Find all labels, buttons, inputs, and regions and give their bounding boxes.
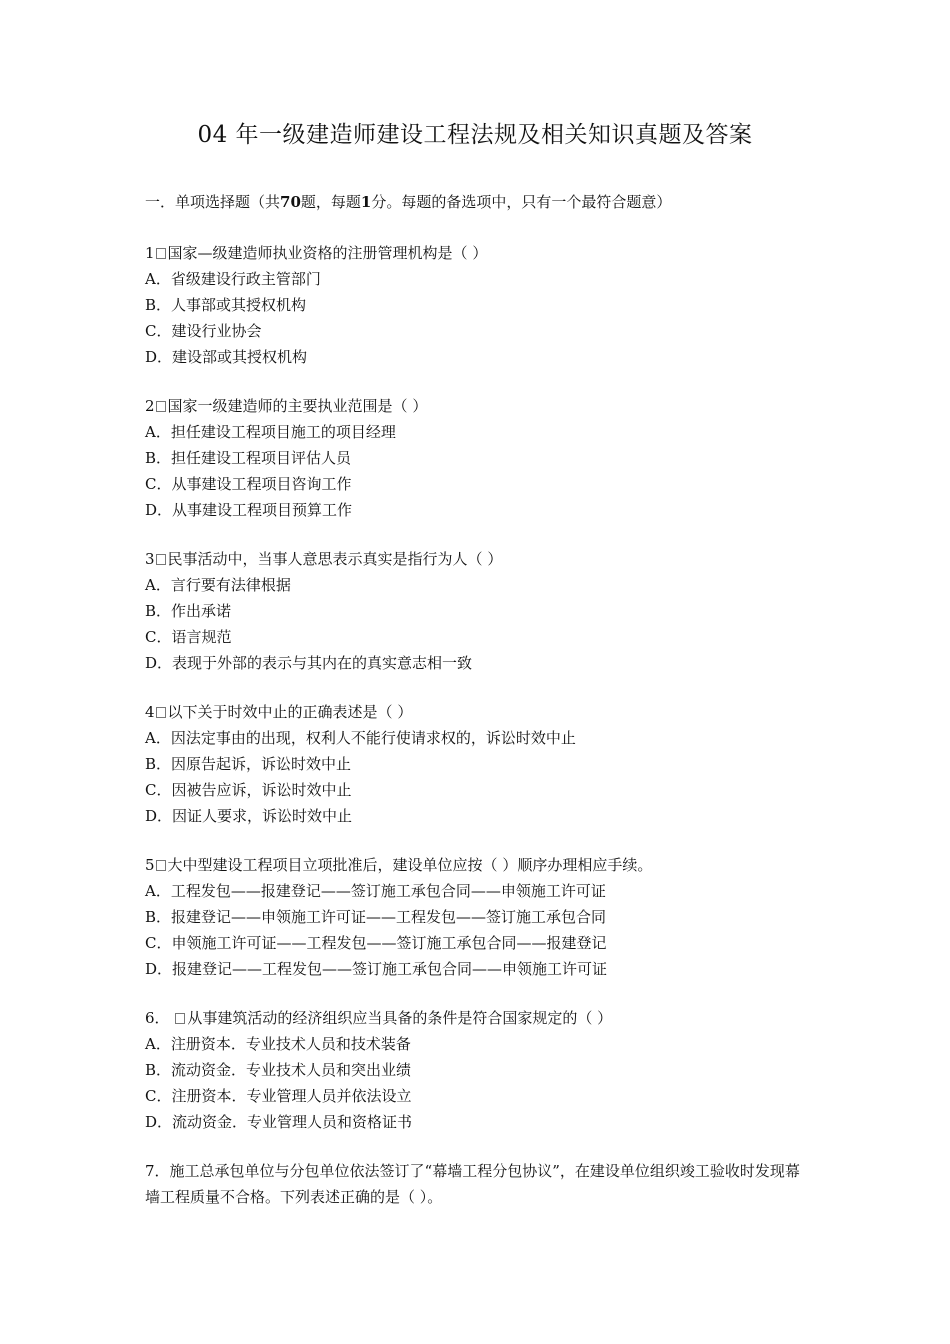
question-3	[145, 546, 825, 676]
missing-glyph-box	[156, 401, 166, 412]
option-d: D．因证人要求，诉讼时效中止	[145, 807, 353, 825]
question-number: 5	[145, 856, 155, 874]
option-a: A．工程发包——报建登记——签订施工承包合同——申领施工许可证	[145, 882, 606, 900]
option-d: D．流动资金．专业管理人员和资格证书	[145, 1113, 413, 1131]
option-c: C．建设行业协会	[145, 322, 262, 340]
question-number: 2	[145, 397, 155, 415]
missing-glyph-box	[175, 1013, 185, 1024]
question-count: 70	[280, 193, 301, 211]
option-d: D．从事建设工程项目预算工作	[145, 501, 353, 519]
section-heading	[145, 190, 825, 214]
question-2	[145, 393, 825, 523]
question-stem	[145, 852, 825, 878]
question-5	[145, 852, 825, 982]
missing-glyph-box	[156, 707, 166, 718]
question-stem	[145, 546, 825, 572]
section-suffix: 分。每题的备选项中，只有一个最符合题意）	[371, 193, 672, 211]
question-4	[145, 699, 825, 829]
option-c: C．从事建设工程项目咨询工作	[145, 475, 352, 493]
question-1	[145, 240, 825, 370]
question-number: 3	[145, 550, 155, 568]
option-a: A．省级建设行政主管部门	[145, 270, 321, 288]
option-a: A．担任建设工程项目施工的项目经理	[145, 423, 396, 441]
question-6	[145, 1005, 825, 1135]
question-text: 民事活动中，当事人意思表示真实是指行为人（ ）	[167, 550, 503, 568]
option-a: A．因法定事由的出现，权利人不能行使请求权的，诉讼时效中止	[145, 729, 576, 747]
question-number: 1	[145, 244, 155, 262]
question-stem: 7．施工总承包单位与分包单位依法签订了“幕墙工程分包协议”，在建设单位组织竣工验收时发现幕墙工程质量不合格。下列表述正确的是（ ）。	[145, 1162, 800, 1206]
option-a: A．注册资本．专业技术人员和技术装备	[145, 1035, 411, 1053]
question-text: 从事建筑活动的经济组织应当具备的条件是符合国家规定的（ ）	[187, 1009, 613, 1027]
section-mid: 题，每题	[300, 193, 361, 211]
question-score: 1	[360, 193, 372, 211]
question-list	[145, 240, 825, 1233]
option-a: A．言行要有法律根据	[145, 576, 291, 594]
section-prefix: 一．单项选择题（共	[145, 193, 281, 211]
option-b: B．人事部或其授权机构	[145, 296, 307, 314]
option-b: B．作出承诺	[145, 602, 232, 620]
missing-glyph-box	[156, 860, 166, 871]
question-text: 以下关于时效中止的正确表述是（ ）	[167, 703, 413, 721]
option-d: D．表现于外部的表示与其内在的真实意志相一致	[145, 654, 473, 672]
question-stem	[145, 240, 825, 266]
missing-glyph-box	[156, 248, 166, 259]
question-stem	[145, 393, 825, 419]
option-c: C．因被告应诉，诉讼时效中止	[145, 781, 352, 799]
question-text: 国家一级建造师的主要执业范围是（ ）	[167, 397, 428, 415]
option-d: D．建设部或其授权机构	[145, 348, 308, 366]
question-7	[145, 1158, 825, 1210]
question-number: 4	[145, 703, 155, 721]
option-c: C．语言规范	[145, 628, 232, 646]
document-title: 04 年一级建造师建设工程法规及相关知识真题及答案	[197, 122, 753, 148]
question-text: 国家—级建造师执业资格的注册管理机构是（ ）	[167, 244, 488, 262]
option-b: B．因原告起诉，诉讼时效中止	[145, 755, 352, 773]
option-b: B．报建登记——申领施工许可证——工程发包——签订施工承包合同	[145, 908, 607, 926]
option-b: B．担任建设工程项目评估人员	[145, 449, 352, 467]
option-c: C．申领施工许可证——工程发包——签订施工承包合同——报建登记	[145, 934, 607, 952]
missing-glyph-box	[156, 554, 166, 565]
option-b: B．流动资金．专业技术人员和突出业绩	[145, 1061, 412, 1079]
question-stem	[145, 1005, 825, 1031]
question-text: 大中型建设工程项目立项批准后，建设单位应按（ ）顺序办理相应手续。	[167, 856, 653, 874]
question-stem	[145, 699, 825, 725]
question-number: 6．	[145, 1009, 175, 1027]
option-d: D．报建登记——工程发包——签订施工承包合同——申领施工许可证	[145, 960, 608, 978]
option-c: C．注册资本．专业管理人员并依法设立	[145, 1087, 412, 1105]
